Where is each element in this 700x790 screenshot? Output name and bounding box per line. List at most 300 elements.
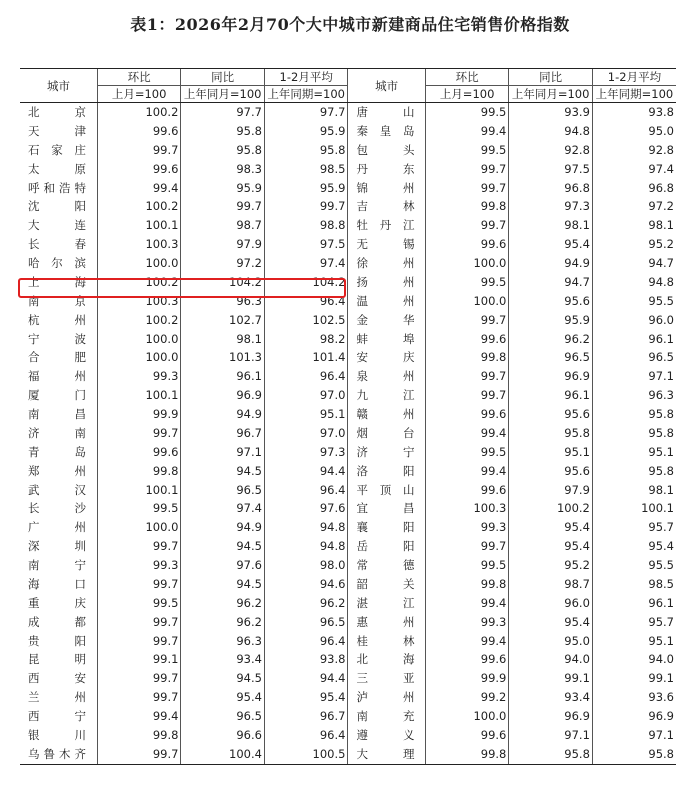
right-yoy-value: 95.4 <box>509 518 593 537</box>
table-row <box>20 254 676 273</box>
left-mom-value: 99.7 <box>97 141 181 160</box>
left-avg-value: 94.8 <box>264 518 348 537</box>
table-row <box>20 688 676 707</box>
city-name: 包 头 <box>356 142 415 157</box>
left-yoy-value: 98.1 <box>181 330 265 349</box>
right-mom-value: 99.4 <box>425 632 509 651</box>
city-name: 厦 门 <box>28 388 86 403</box>
left-city <box>20 443 97 462</box>
city-name: 桂 林 <box>356 633 415 648</box>
table-row <box>20 424 676 443</box>
left-avg-value: 98.8 <box>264 216 348 235</box>
left-city <box>20 235 97 254</box>
right-yoy-value: 97.1 <box>509 726 593 745</box>
left-yoy-value: 98.3 <box>181 160 265 179</box>
highlight-box <box>18 278 346 298</box>
right-avg-value: 96.1 <box>592 330 676 349</box>
left-city <box>20 330 97 349</box>
right-yoy-value: 100.2 <box>509 499 593 518</box>
city-name: 平顶山 <box>356 482 415 497</box>
city-name: 大 连 <box>28 218 86 233</box>
left-city <box>20 632 97 651</box>
right-avg-value: 94.8 <box>592 273 676 292</box>
right-city <box>348 386 425 405</box>
right-city <box>348 424 425 443</box>
city-name: 长 沙 <box>28 501 86 516</box>
right-yoy-value: 95.9 <box>509 311 593 330</box>
mom-base-left: 上月=100 <box>97 86 181 103</box>
left-city <box>20 594 97 613</box>
right-avg-value: 96.1 <box>592 594 676 613</box>
right-avg-value: 95.8 <box>592 424 676 443</box>
left-mom-value: 99.7 <box>97 537 181 556</box>
left-yoy-value: 97.6 <box>181 556 265 575</box>
right-avg-value: 95.8 <box>592 405 676 424</box>
right-avg-value: 97.4 <box>592 160 676 179</box>
city-name: 牡丹江 <box>356 218 415 233</box>
left-yoy-value: 99.7 <box>181 197 265 216</box>
right-city <box>348 556 425 575</box>
table-row <box>20 386 676 405</box>
left-yoy-value: 96.9 <box>181 386 265 405</box>
right-avg-value: 95.7 <box>592 518 676 537</box>
table-row <box>20 462 676 481</box>
right-yoy-value: 95.4 <box>509 235 593 254</box>
price-index-table <box>20 68 676 765</box>
left-mom-value: 99.6 <box>97 122 181 141</box>
right-avg-value: 95.4 <box>592 537 676 556</box>
right-mom-value: 99.7 <box>425 311 509 330</box>
right-mom-value: 100.0 <box>425 707 509 726</box>
right-yoy-value: 94.8 <box>509 122 593 141</box>
left-yoy-value: 97.7 <box>181 103 265 122</box>
left-city <box>20 122 97 141</box>
left-mom-value: 99.1 <box>97 650 181 669</box>
right-yoy-value: 97.5 <box>509 160 593 179</box>
city-name: 哈尔滨 <box>28 256 86 270</box>
right-city <box>348 197 425 216</box>
right-avg-value: 94.0 <box>592 650 676 669</box>
left-yoy-value: 94.5 <box>181 537 265 556</box>
table-row <box>20 216 676 235</box>
right-city <box>348 481 425 500</box>
city-name: 泉 州 <box>356 369 415 384</box>
right-mom-value: 99.5 <box>425 273 509 292</box>
right-mom-value: 99.4 <box>425 594 509 613</box>
right-mom-value: 99.8 <box>425 575 509 594</box>
right-city <box>348 348 425 367</box>
left-city <box>20 348 97 367</box>
table-row <box>20 197 676 216</box>
right-mom-value: 100.3 <box>425 499 509 518</box>
left-city <box>20 386 97 405</box>
right-yoy-value: 92.8 <box>509 141 593 160</box>
left-avg-value: 96.4 <box>264 632 348 651</box>
right-mom-value: 99.6 <box>425 330 509 349</box>
table-row <box>20 707 676 726</box>
table-row <box>20 330 676 349</box>
yoy-base-left: 上年同月=100 <box>181 86 265 103</box>
table-row <box>20 179 676 198</box>
city-name: 青 岛 <box>28 444 86 459</box>
left-mom-value: 99.5 <box>97 594 181 613</box>
left-avg-value: 101.4 <box>264 348 348 367</box>
right-yoy-value: 95.2 <box>509 556 593 575</box>
table-row <box>20 726 676 745</box>
right-city <box>348 405 425 424</box>
city-name: 洛 阳 <box>356 463 415 478</box>
right-mom-value: 99.7 <box>425 386 509 405</box>
right-yoy-value: 93.9 <box>509 103 593 122</box>
city-name: 蚌 埠 <box>356 331 415 346</box>
city-name: 广 州 <box>28 520 86 535</box>
left-avg-value: 102.5 <box>264 311 348 330</box>
left-city <box>20 197 97 216</box>
table-row <box>20 443 676 462</box>
mom-header-right: 环比 <box>425 69 509 86</box>
left-city <box>20 103 97 122</box>
city-name: 济 宁 <box>356 444 415 459</box>
city-name: 西 安 <box>28 671 86 686</box>
left-mom-value: 99.6 <box>97 443 181 462</box>
left-mom-value: 100.1 <box>97 216 181 235</box>
left-yoy-value: 94.9 <box>181 405 265 424</box>
city-name: 泸 州 <box>356 690 415 705</box>
left-yoy-value: 95.8 <box>181 122 265 141</box>
left-city <box>20 707 97 726</box>
city-name: 兰 州 <box>28 690 86 705</box>
right-city <box>348 235 425 254</box>
left-city <box>20 405 97 424</box>
city-name: 金 华 <box>356 312 415 327</box>
right-city <box>348 726 425 745</box>
city-name: 湛 江 <box>356 595 415 610</box>
left-avg-value: 94.4 <box>264 462 348 481</box>
right-avg-value: 95.1 <box>592 632 676 651</box>
right-mom-value: 99.7 <box>425 537 509 556</box>
right-city <box>348 273 425 292</box>
right-avg-value: 96.5 <box>592 348 676 367</box>
left-avg-value: 95.9 <box>264 179 348 198</box>
table-row <box>20 481 676 500</box>
left-mom-value: 100.0 <box>97 348 181 367</box>
city-name: 长 春 <box>28 237 86 252</box>
yoy-header-left: 同比 <box>181 69 265 86</box>
right-mom-value: 99.4 <box>425 424 509 443</box>
city-name: 南 宁 <box>28 558 86 572</box>
right-avg-value: 95.8 <box>592 462 676 481</box>
left-yoy-value: 96.7 <box>181 424 265 443</box>
right-yoy-value: 98.1 <box>509 216 593 235</box>
right-mom-value: 99.5 <box>425 443 509 462</box>
city-name: 秦皇岛 <box>356 123 415 138</box>
city-name: 昆 明 <box>28 652 86 667</box>
right-avg-value: 93.8 <box>592 103 676 122</box>
table-row <box>20 518 676 537</box>
right-mom-value: 99.6 <box>425 405 509 424</box>
left-mom-value: 100.0 <box>97 518 181 537</box>
left-city <box>20 462 97 481</box>
left-mom-value: 100.2 <box>97 103 181 122</box>
left-avg-value: 95.4 <box>264 688 348 707</box>
right-mom-value: 99.4 <box>425 122 509 141</box>
left-avg-value: 98.2 <box>264 330 348 349</box>
right-yoy-value: 96.2 <box>509 330 593 349</box>
left-mom-value: 99.5 <box>97 499 181 518</box>
right-yoy-value: 96.1 <box>509 386 593 405</box>
left-city <box>20 424 97 443</box>
right-mom-value: 99.6 <box>425 726 509 745</box>
right-city <box>348 160 425 179</box>
table-title: 表1：2026年2月70个大中城市新建商品住宅销售价格指数 <box>130 15 570 34</box>
right-city <box>348 103 425 122</box>
left-mom-value: 99.7 <box>97 632 181 651</box>
left-avg-value: 97.6 <box>264 499 348 518</box>
city-name: 宁 波 <box>28 331 86 346</box>
left-yoy-value: 93.4 <box>181 650 265 669</box>
right-city <box>348 613 425 632</box>
right-yoy-value: 93.4 <box>509 688 593 707</box>
left-city <box>20 481 97 500</box>
left-yoy-value: 97.2 <box>181 254 265 273</box>
right-avg-value: 95.8 <box>592 745 676 764</box>
city-name: 唐 山 <box>356 105 415 119</box>
right-mom-value: 99.4 <box>425 462 509 481</box>
city-name: 沈 阳 <box>28 199 86 214</box>
right-city <box>348 499 425 518</box>
left-mom-value: 99.9 <box>97 405 181 424</box>
right-mom-value: 99.7 <box>425 216 509 235</box>
table-row <box>20 122 676 141</box>
right-avg-value: 94.7 <box>592 254 676 273</box>
city-name: 石家庄 <box>28 142 86 157</box>
right-yoy-value: 95.1 <box>509 443 593 462</box>
city-name: 福 州 <box>28 369 86 384</box>
right-avg-value: 98.1 <box>592 216 676 235</box>
right-avg-value: 95.5 <box>592 556 676 575</box>
right-yoy-value: 99.1 <box>509 669 593 688</box>
mom-header-left: 环比 <box>97 69 181 86</box>
right-avg-value: 95.2 <box>592 235 676 254</box>
right-avg-value: 95.1 <box>592 443 676 462</box>
left-yoy-value: 96.1 <box>181 367 265 386</box>
city-name: 北 京 <box>28 105 86 119</box>
left-city <box>20 499 97 518</box>
table-row <box>20 537 676 556</box>
city-name: 济 南 <box>28 425 86 440</box>
right-mom-value: 99.6 <box>425 650 509 669</box>
left-city <box>20 179 97 198</box>
city-name: 徐 州 <box>356 256 415 270</box>
left-avg-value: 97.7 <box>264 103 348 122</box>
right-city <box>348 518 425 537</box>
right-city <box>348 575 425 594</box>
left-avg-value: 98.0 <box>264 556 348 575</box>
right-yoy-value: 97.3 <box>509 197 593 216</box>
left-yoy-value: 94.9 <box>181 518 265 537</box>
left-avg-value: 98.5 <box>264 160 348 179</box>
right-yoy-value: 94.9 <box>509 254 593 273</box>
right-yoy-value: 95.8 <box>509 745 593 764</box>
right-yoy-value: 95.6 <box>509 405 593 424</box>
city-name: 成 都 <box>28 614 86 629</box>
right-city <box>348 462 425 481</box>
left-yoy-value: 96.6 <box>181 726 265 745</box>
left-avg-value: 97.3 <box>264 443 348 462</box>
city-name: 上 海 <box>28 274 86 289</box>
right-mom-value: 100.0 <box>425 292 509 311</box>
right-city <box>348 367 425 386</box>
left-city <box>20 669 97 688</box>
city-header-right: 城市 <box>348 69 425 103</box>
left-mom-value: 99.8 <box>97 726 181 745</box>
right-city <box>348 443 425 462</box>
table-row <box>20 632 676 651</box>
left-mom-value: 100.2 <box>97 311 181 330</box>
mom-base-right: 上月=100 <box>425 86 509 103</box>
right-mom-value: 99.7 <box>425 160 509 179</box>
table-row <box>20 745 676 764</box>
right-avg-value: 96.9 <box>592 707 676 726</box>
left-mom-value: 99.4 <box>97 179 181 198</box>
city-name: 九 江 <box>356 388 415 403</box>
left-avg-value: 95.9 <box>264 122 348 141</box>
left-yoy-value: 98.7 <box>181 216 265 235</box>
table-row <box>20 669 676 688</box>
left-avg-value: 94.6 <box>264 575 348 594</box>
right-city <box>348 594 425 613</box>
table-row <box>20 141 676 160</box>
right-mom-value: 99.3 <box>425 613 509 632</box>
left-yoy-value: 104.2 <box>181 273 265 292</box>
table-row <box>20 613 676 632</box>
right-avg-value: 97.2 <box>592 197 676 216</box>
city-name: 丹 东 <box>356 161 415 176</box>
right-yoy-value: 98.7 <box>509 575 593 594</box>
right-avg-value: 95.7 <box>592 613 676 632</box>
city-name: 重 庆 <box>28 595 86 610</box>
table-row <box>20 235 676 254</box>
right-mom-value: 99.5 <box>425 103 509 122</box>
left-yoy-value: 96.2 <box>181 594 265 613</box>
left-yoy-value: 94.5 <box>181 462 265 481</box>
city-name: 扬 州 <box>356 274 415 289</box>
left-mom-value: 99.3 <box>97 367 181 386</box>
avg-base-right: 上年同期=100 <box>592 86 676 103</box>
left-avg-value: 97.4 <box>264 254 348 273</box>
right-avg-value: 96.8 <box>592 179 676 198</box>
left-yoy-value: 96.2 <box>181 613 265 632</box>
city-name: 烟 台 <box>356 425 415 440</box>
right-avg-value: 95.5 <box>592 292 676 311</box>
left-yoy-value: 97.1 <box>181 443 265 462</box>
city-name: 深 圳 <box>28 539 86 554</box>
left-avg-value: 96.7 <box>264 707 348 726</box>
avg-base-left: 上年同期=100 <box>264 86 348 103</box>
left-city <box>20 745 97 764</box>
left-city <box>20 650 97 669</box>
city-name: 吉 林 <box>356 199 415 214</box>
right-avg-value: 98.1 <box>592 481 676 500</box>
left-city <box>20 726 97 745</box>
right-mom-value: 100.0 <box>425 254 509 273</box>
right-city <box>348 179 425 198</box>
left-city <box>20 216 97 235</box>
left-mom-value: 100.0 <box>97 254 181 273</box>
right-mom-value: 99.8 <box>425 745 509 764</box>
right-city <box>348 330 425 349</box>
left-mom-value: 100.2 <box>97 273 181 292</box>
table-row <box>20 367 676 386</box>
city-name: 襄 阳 <box>356 520 415 535</box>
left-yoy-value: 97.9 <box>181 235 265 254</box>
city-name: 杭 州 <box>28 312 86 327</box>
right-yoy-value: 95.8 <box>509 424 593 443</box>
right-city <box>348 650 425 669</box>
right-yoy-value: 96.8 <box>509 179 593 198</box>
right-yoy-value: 95.0 <box>509 632 593 651</box>
city-name: 北 海 <box>356 652 415 667</box>
left-city <box>20 141 97 160</box>
right-mom-value: 99.7 <box>425 179 509 198</box>
table-row <box>20 160 676 179</box>
city-name: 合 肥 <box>28 350 86 365</box>
right-avg-value: 93.6 <box>592 688 676 707</box>
table-row <box>20 556 676 575</box>
city-header-left: 城市 <box>20 69 97 103</box>
left-yoy-value: 101.3 <box>181 348 265 367</box>
left-avg-value: 96.5 <box>264 613 348 632</box>
city-name: 南 昌 <box>28 407 86 421</box>
right-city <box>348 122 425 141</box>
right-avg-value: 96.0 <box>592 311 676 330</box>
right-mom-value: 99.7 <box>425 367 509 386</box>
left-yoy-value: 95.8 <box>181 141 265 160</box>
city-name: 温 州 <box>356 293 415 308</box>
right-mom-value: 99.6 <box>425 481 509 500</box>
left-yoy-value: 100.4 <box>181 745 265 764</box>
left-avg-value: 99.7 <box>264 197 348 216</box>
right-city <box>348 707 425 726</box>
left-mom-value: 100.1 <box>97 386 181 405</box>
city-name: 无 锡 <box>356 237 415 252</box>
city-name: 三 亚 <box>356 671 415 686</box>
left-yoy-value: 96.3 <box>181 632 265 651</box>
city-name: 岳 阳 <box>356 539 415 554</box>
right-avg-value: 97.1 <box>592 726 676 745</box>
left-mom-value: 99.4 <box>97 707 181 726</box>
left-yoy-value: 97.4 <box>181 499 265 518</box>
right-mom-value: 99.3 <box>425 518 509 537</box>
left-avg-value: 96.2 <box>264 594 348 613</box>
table-row <box>20 650 676 669</box>
right-avg-value: 98.5 <box>592 575 676 594</box>
left-mom-value: 99.6 <box>97 160 181 179</box>
left-yoy-value: 96.3 <box>181 292 265 311</box>
left-city <box>20 518 97 537</box>
left-city <box>20 556 97 575</box>
left-mom-value: 99.8 <box>97 462 181 481</box>
left-mom-value: 99.7 <box>97 745 181 764</box>
left-city <box>20 367 97 386</box>
city-name: 宜 昌 <box>356 501 415 516</box>
left-avg-value: 96.4 <box>264 367 348 386</box>
left-mom-value: 99.7 <box>97 669 181 688</box>
left-avg-value: 97.0 <box>264 386 348 405</box>
right-city <box>348 216 425 235</box>
city-name: 呼和浩特 <box>28 180 86 195</box>
left-avg-value: 96.4 <box>264 292 348 311</box>
